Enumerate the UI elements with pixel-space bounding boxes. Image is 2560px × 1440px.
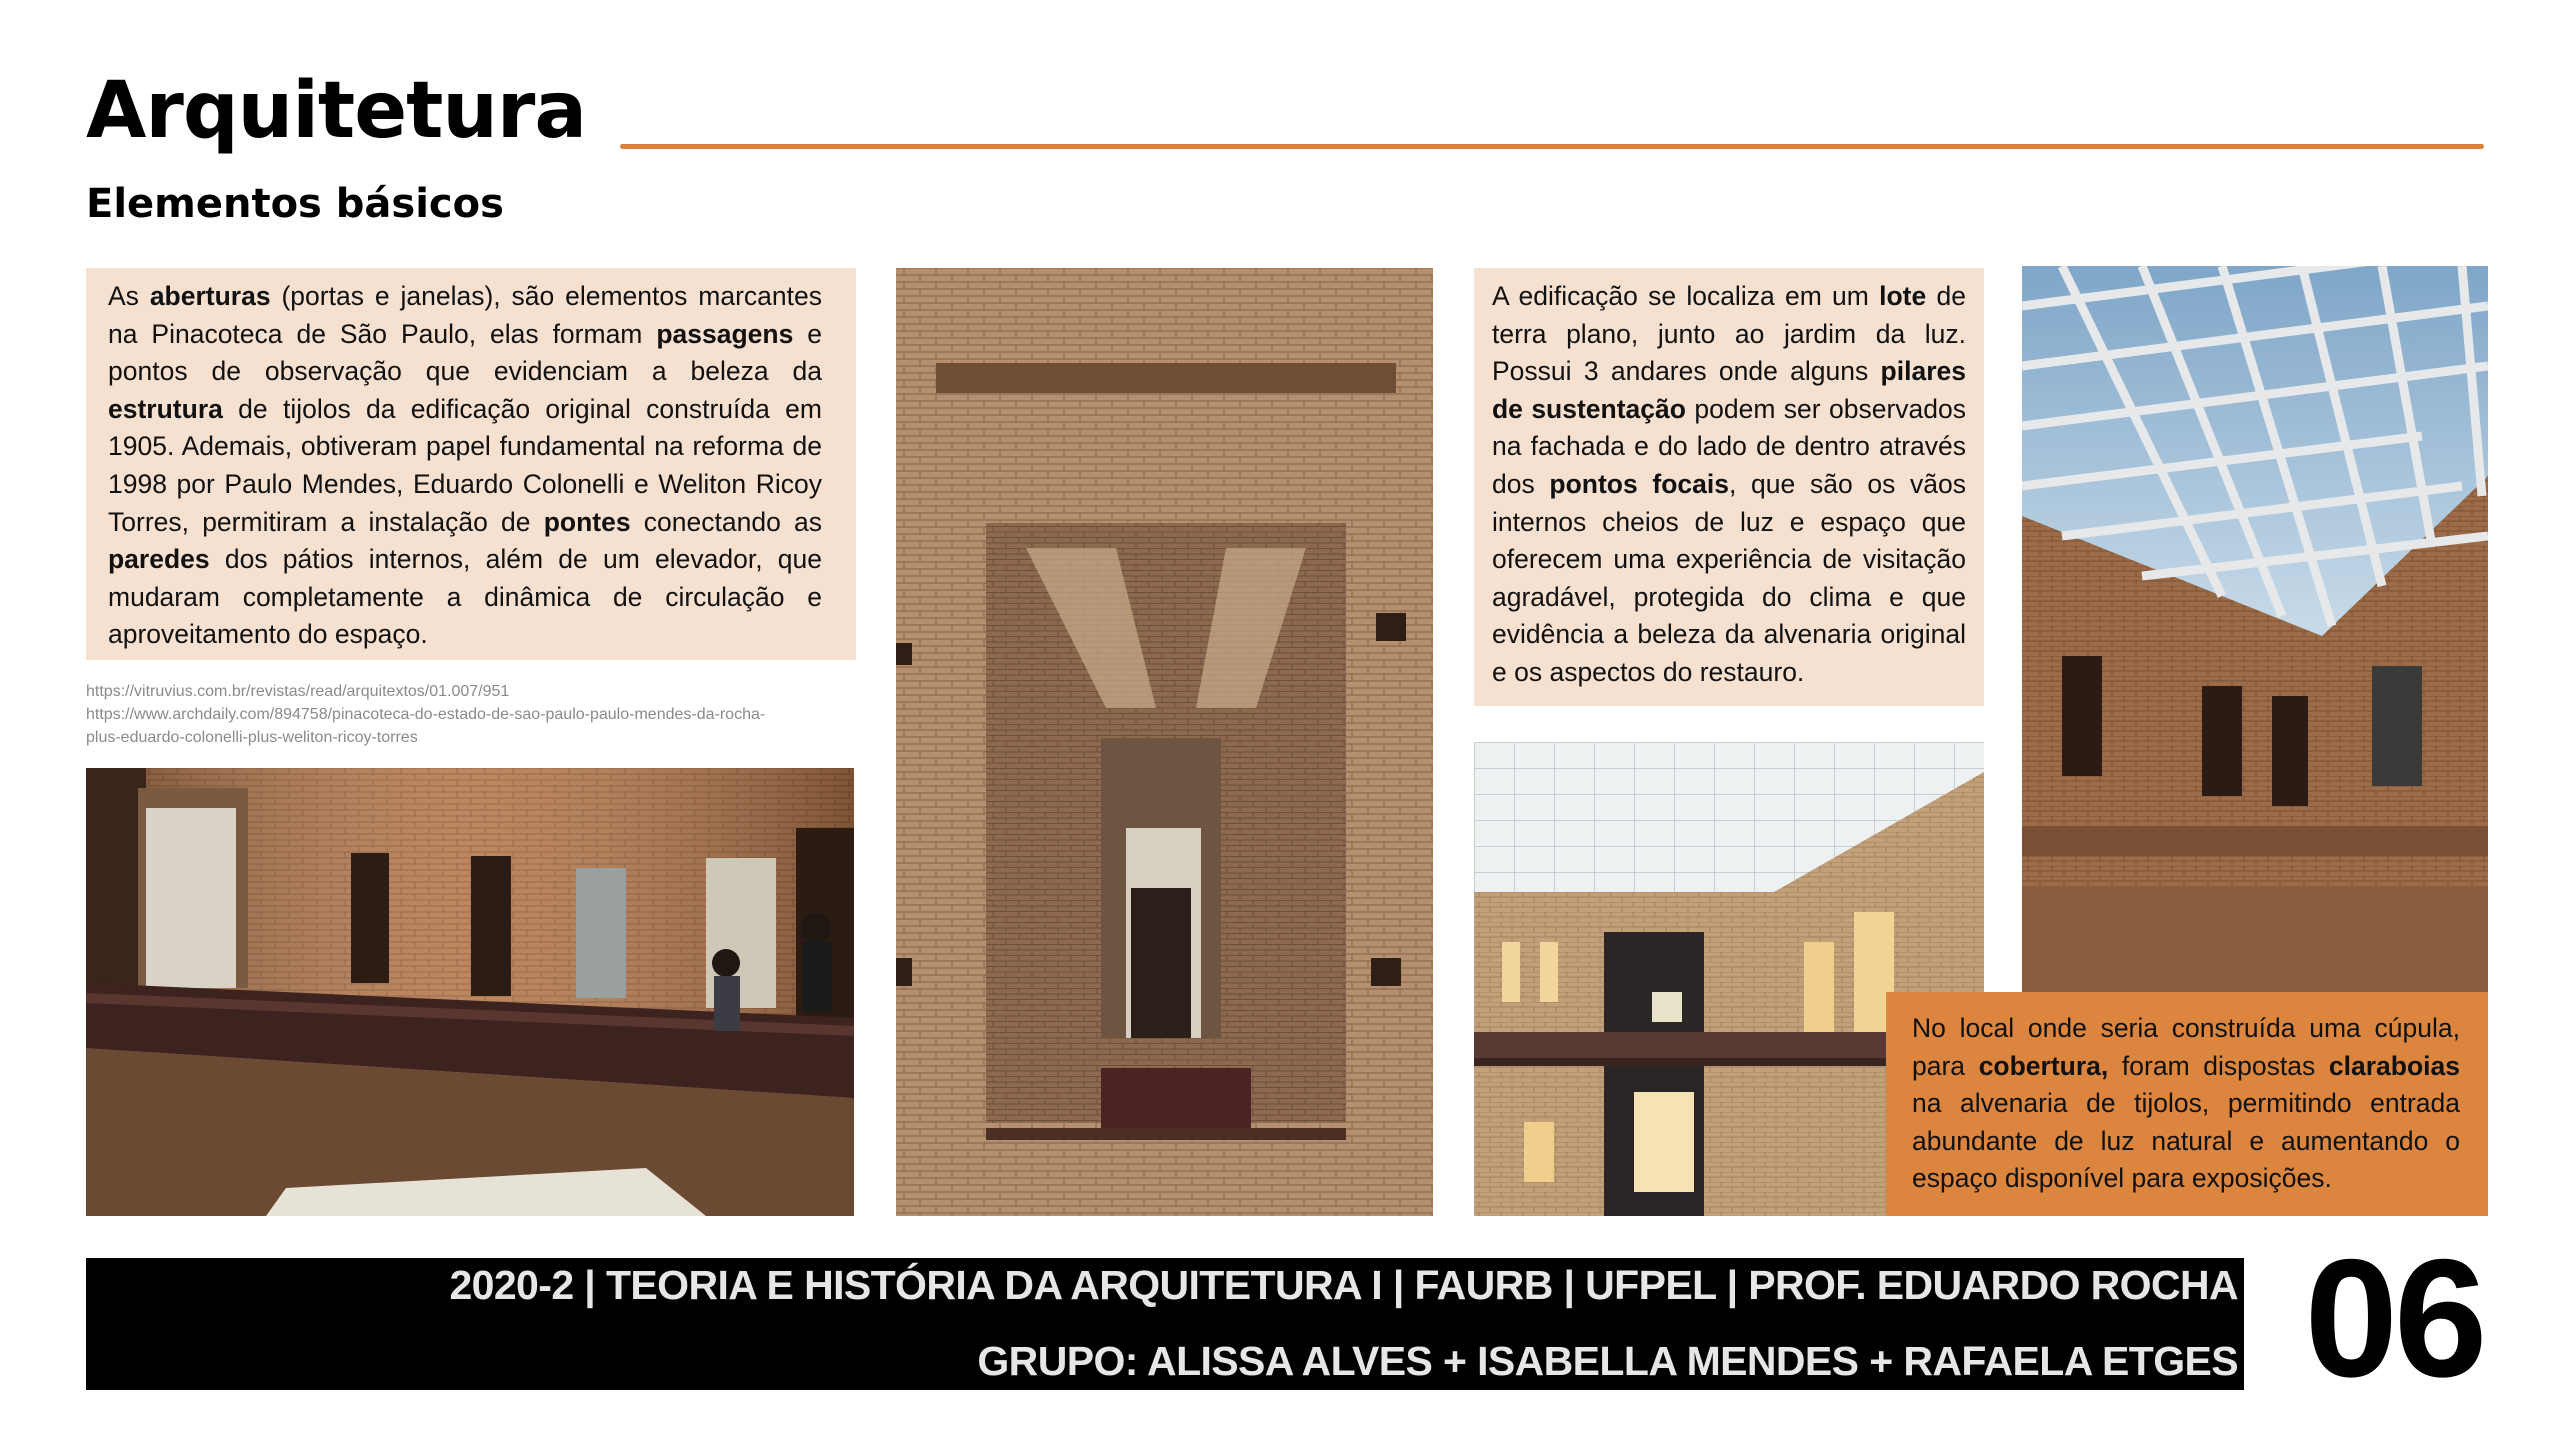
reference-link-vitruvius[interactable]: https://vitruvius.com.br/revistas/read/arquitextos/01.007/951 (86, 683, 510, 700)
bold-term: cobertura, (1978, 1050, 2109, 1081)
bold-term: pontos focais (1549, 468, 1730, 499)
text-run: A edificação se localiza em um (1492, 281, 1880, 311)
page-number: 06 (2304, 1224, 2484, 1412)
photo-skylight (2022, 266, 2488, 992)
text-run: podem ser observados na fachada e do lado de dentro através dos (1492, 393, 1966, 499)
photo-brick-doorway (896, 268, 1433, 1216)
text-run: foram dispostas (2108, 1050, 2329, 1081)
text-block-cobertura (1886, 992, 2488, 1216)
text-run: dos pátios internos, além de um elevador, que mudaram completamente a dinâmica de circulação e aproveitamento do espaço. (108, 544, 822, 650)
text-run: conectando as (630, 506, 822, 537)
references (86, 680, 876, 749)
paragraph-cobertura (1912, 1010, 2460, 1198)
paragraph-edificacao (1492, 278, 1966, 692)
page-subtitle: Elementos básicos (86, 181, 504, 227)
footer-course-info: 2020-2 | TEORIA E HISTÓRIA DA ARQUITETURA I | FAURB | UFPEL | PROF. EDUARDO ROCHA (449, 1262, 2238, 1308)
text-block-aberturas (86, 268, 856, 660)
bold-term: pilares de sustentação (1492, 356, 1966, 424)
reference-link-archdaily[interactable]: https://www.archdaily.com/894758/pinacoteca-do-estado-de-sao-paulo-paulo-mendes-da-rocha- (86, 706, 766, 723)
text-run: No local onde seria construída uma cúpula, para (1912, 1013, 2460, 1081)
bold-term: paredes (108, 544, 210, 575)
bold-term: aberturas (149, 281, 271, 311)
text-run: , que são os vãos internos cheios de luz e espaço que oferecem uma experiência de visitação agradável, protegida do clima e que evidência a beleza da alvenaria original e os aspectos do restauro. (1492, 468, 1967, 687)
bold-term: passagens (656, 318, 794, 349)
bold-term: lote (1879, 281, 1927, 311)
text-run: de tijolos da edificação original construída em 1905. Ademais, obtiveram papel fundamental na reforma de 1998 por Paulo Mendes, Eduardo Colonelli e Weliton Ricoy Torres, permitiram a instalação de (108, 393, 822, 537)
bold-term: estrutura (108, 393, 223, 424)
bold-term: claraboias (2328, 1050, 2461, 1081)
paragraph-aberturas (108, 278, 822, 654)
title-divider (620, 144, 2484, 149)
text-run: e pontos de observação que evidenciam a beleza da (108, 318, 822, 387)
text-run: As (108, 281, 150, 311)
text-run: (portas e janelas), são elementos marcantes na Pinacoteca de São Paulo, elas formam (108, 281, 822, 349)
photo-courtyard-bridge (86, 768, 854, 1216)
text-run: de terra plano, junto ao jardim da luz. Possui 3 andares onde alguns (1492, 281, 1966, 387)
bold-term: pontes (543, 506, 631, 537)
text-run: na alvenaria de tijolos, permitindo entrada abundante de luz natural e aumentando o espaço disponível para exposições. (1912, 1088, 2460, 1194)
reference-link-archdaily-cont[interactable]: plus-eduardo-colonelli-plus-weliton-ricoy-torres (86, 729, 418, 746)
text-block-edificacao (1474, 268, 1984, 706)
footer-group-members: GRUPO: ALISSA ALVES + ISABELLA MENDES + RAFAELA ETGES (977, 1338, 2238, 1384)
page-title: Arquitetura (86, 66, 587, 156)
